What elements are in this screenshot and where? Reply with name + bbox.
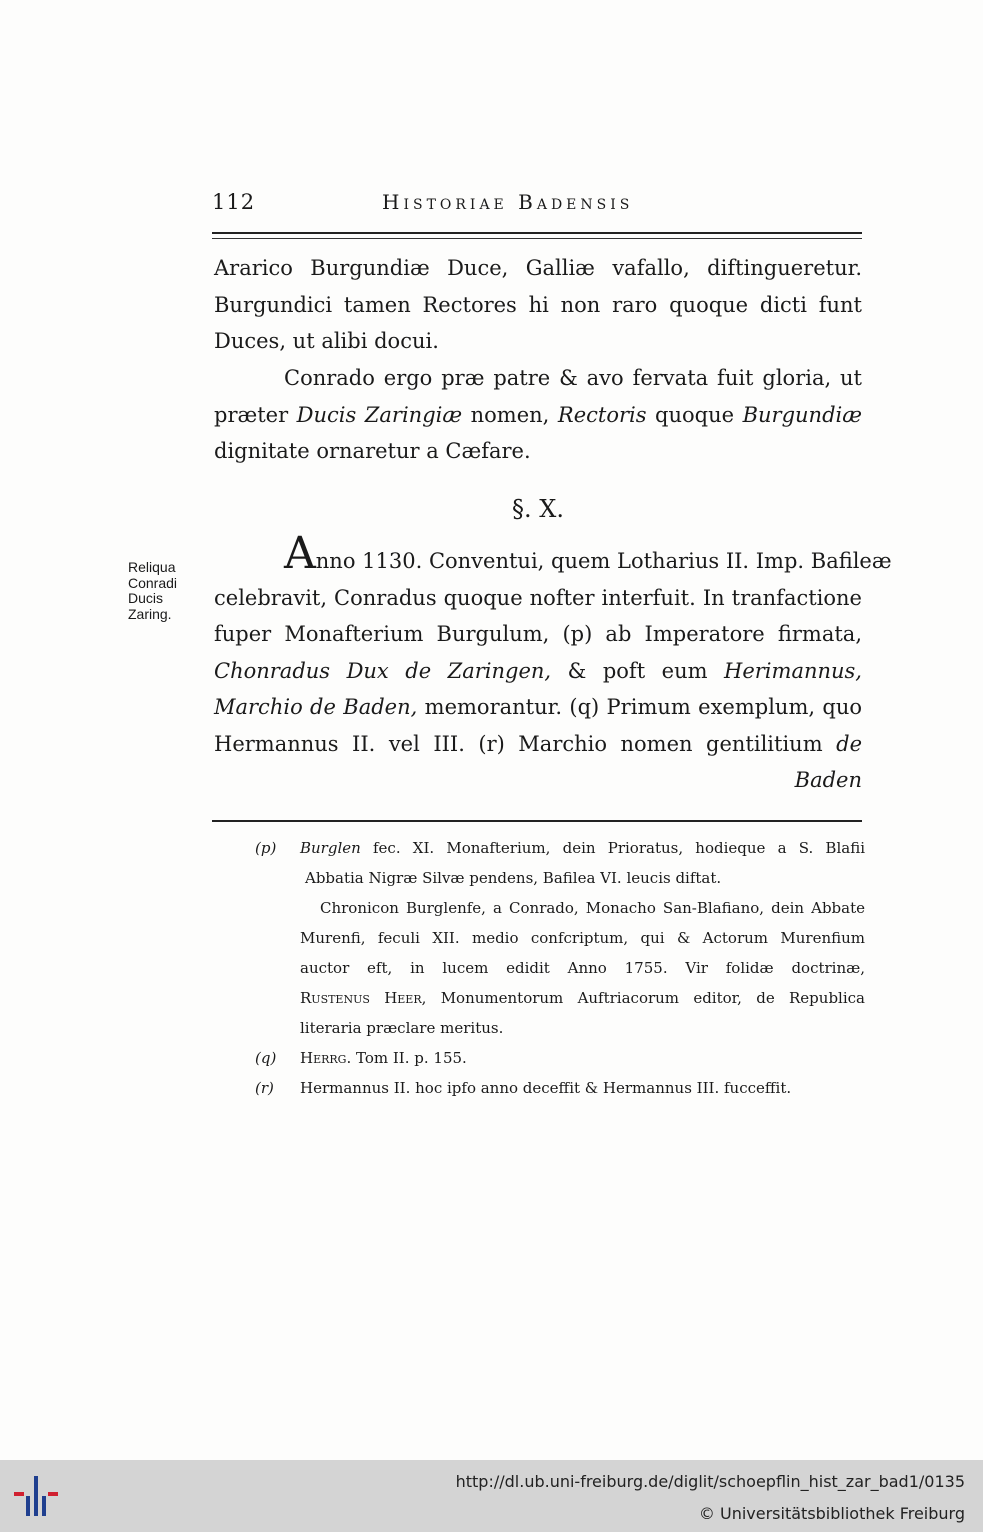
drop-cap: A — [284, 528, 316, 579]
footnote-p — [255, 833, 865, 893]
text-line: dignitate ornaretur a Cæfare. — [214, 439, 531, 463]
text-segment: Hermannus II. vel III. (r) Marchio nomen gentilitium — [214, 731, 823, 756]
footnote-mark: (p) — [255, 839, 277, 857]
footnote-line: auctor eft, in lucem edidit Anno 1755. Vir folidæ doctrinæ, — [300, 959, 865, 977]
italic-name: Burglen — [300, 839, 361, 857]
marginal-line: Ducis — [128, 590, 164, 606]
footnote-mark: (q) — [255, 1049, 277, 1067]
text-segment: quoque — [655, 402, 735, 427]
text-line — [214, 528, 892, 580]
section-paragraph — [214, 528, 892, 799]
ub-freiburg-logo-icon — [12, 1474, 62, 1518]
text-line: fuper Monafterium Burgulum, (p) ab Imperatore firmata, — [214, 622, 862, 646]
footnote-line: Hermannus II. hoc ipfo anno deceffit & Hermannus III. fucceffit. — [300, 1079, 792, 1097]
paragraph-1 — [214, 250, 862, 360]
section-heading: §. X. — [512, 495, 564, 523]
text-line — [214, 726, 862, 763]
text-line: celebravit, Conradus quoque nofter interfuit. In tranfactione — [214, 585, 862, 610]
header-rule-bottom — [212, 238, 862, 239]
marginal-line: Reliqua — [128, 559, 176, 575]
running-title: Historiae Badensis — [382, 190, 634, 214]
footnote-line — [300, 1049, 467, 1067]
italic-name: Marchio de Baden, — [214, 695, 418, 719]
footnote-line — [300, 833, 865, 863]
copyright-notice: © Universitätsbibliothek Freiburg — [698, 1504, 965, 1523]
italic-name: Rectoris — [557, 402, 647, 427]
footnote-rule — [212, 820, 862, 822]
text-line — [214, 653, 862, 690]
text-segment: Monumentorum Auftriacorum editor, de Republica — [440, 989, 865, 1007]
small-caps-name: Herrg. — [300, 1049, 352, 1067]
footnote-line: Murenfi, feculi XII. medio confcriptum, qui & Actorum Murenfium — [300, 929, 865, 947]
footnote-r — [255, 1073, 865, 1103]
footnote-mark: (r) — [255, 1079, 274, 1097]
italic-name: Burgundiæ — [742, 402, 862, 427]
text-segment: Tom II. p. 155. — [356, 1049, 467, 1067]
catchword: Baden — [794, 768, 862, 792]
header-rule-top — [212, 232, 862, 234]
footnote-q — [255, 1043, 865, 1073]
page-number: 112 — [212, 190, 256, 214]
text-segment: fec. XI. Monafterium, dein Prioratus, hodieque a S. Blafii — [373, 839, 865, 857]
marginal-note — [128, 560, 198, 622]
italic-name: Ducis Zaringiæ — [296, 402, 463, 427]
text-segment: nno 1130. Conventui, quem Lotharius II. Imp. Bafileæ — [315, 549, 892, 573]
italic-name: de — [836, 731, 862, 756]
footer-bar — [0, 1460, 983, 1532]
footnote-line: literaria præclare meritus. — [300, 1019, 504, 1037]
text-line: Burgundici tamen Rectores hi non raro quoque dicti funt — [214, 292, 862, 317]
footnote-line — [300, 983, 865, 1013]
footnote-line: Abbatia Nigræ Silvæ pendens, Bafilea VI. leucis diftat. — [305, 869, 722, 887]
running-header — [212, 190, 862, 220]
text-segment: nomen, — [470, 402, 550, 427]
marginal-line: Zaring. — [128, 605, 172, 622]
marginal-line: Conradi — [128, 574, 178, 591]
footnotes — [255, 833, 865, 1103]
paragraph-2 — [214, 360, 862, 470]
italic-name: Herimannus, — [724, 658, 862, 683]
footnote-line: Chronicon Burglenfe, a Conrado, Monacho San-Blafiano, dein Abbate — [320, 899, 865, 917]
text-line — [214, 689, 862, 726]
text-segment: memorantur. (q) Primum exemplum, quo — [424, 695, 862, 719]
text-segment: & poft eum — [567, 658, 708, 683]
text-line: Duces, ut alibi docui. — [214, 329, 439, 353]
permalink-url[interactable]: http://dl.ub.uni-freiburg.de/diglit/schoepflin_hist_zar_bad1/0135 — [455, 1472, 965, 1491]
text-line: Conrado ergo præ patre & avo fervata fuit gloria, ut — [284, 366, 862, 390]
small-caps-name: Rustenus Heer, — [300, 989, 427, 1007]
italic-name: Chonradus Dux de Zaringen, — [214, 658, 552, 683]
text-segment: præter — [214, 402, 289, 427]
text-line — [214, 397, 862, 434]
footnote-p-continuation — [255, 893, 865, 1043]
text-line: Ararico Burgundiæ Duce, Galliæ vafallo, diftingueretur. — [214, 256, 862, 280]
